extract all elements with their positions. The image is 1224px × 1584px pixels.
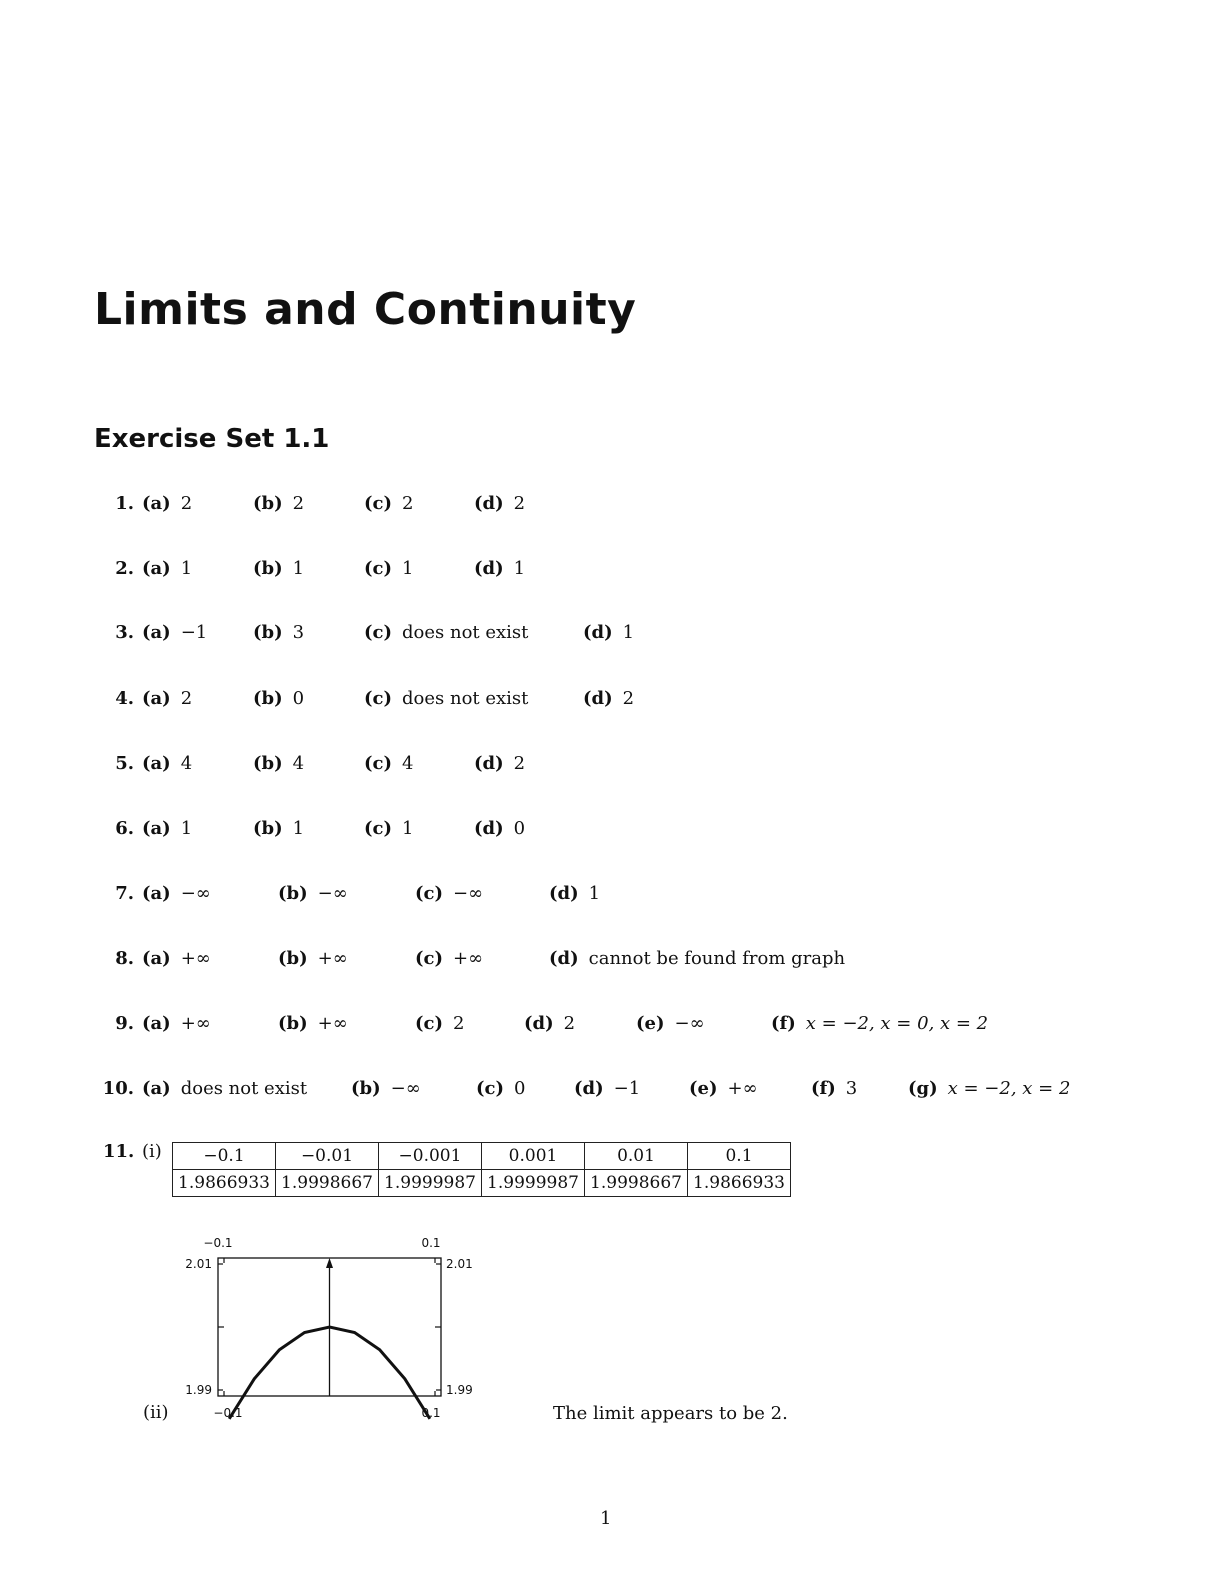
- tick-label-y-top-left: 2.01: [185, 1257, 212, 1271]
- part-answer: 1: [292, 558, 305, 579]
- part-answer: 1: [402, 818, 414, 839]
- exercise-part: [278, 1012, 348, 1036]
- exercise-row: [0, 557, 1224, 581]
- exercise-number: 10.: [102, 1078, 134, 1099]
- exercise-part: [574, 1077, 640, 1101]
- part-label: (g): [908, 1078, 938, 1099]
- part-label: (a): [142, 688, 171, 709]
- part-answer: 1: [180, 818, 193, 839]
- y-axis-arrow-icon: [326, 1258, 333, 1268]
- part-label: (f): [811, 1078, 836, 1099]
- exercise-row: [0, 492, 1224, 516]
- part-label: (b): [278, 1013, 308, 1034]
- part-answer: −∞: [674, 1013, 705, 1034]
- section-title: Exercise Set 1.1: [94, 424, 330, 454]
- part-label: (b): [253, 558, 283, 579]
- exercise-part: [549, 947, 845, 971]
- exercise-part: [474, 817, 525, 841]
- exercise-part: [253, 687, 304, 711]
- table-row-x: [173, 1143, 791, 1170]
- part-answer: −∞: [180, 883, 211, 904]
- part-answer: 3: [292, 622, 305, 643]
- table-cell-fx: 1.9998667: [276, 1170, 379, 1197]
- part-label: (c): [364, 818, 392, 839]
- exercise-row: [0, 687, 1224, 711]
- part-label: (b): [278, 883, 308, 904]
- part-label: (c): [415, 883, 443, 904]
- exercise-part: [142, 752, 192, 776]
- exercise-part: [476, 1077, 525, 1101]
- page-number: 1: [600, 1508, 612, 1529]
- part-answer: 4: [402, 753, 414, 774]
- part-label: (d): [474, 558, 504, 579]
- part-label: (d): [583, 688, 613, 709]
- exercise-part: [253, 817, 304, 841]
- part-label: (a): [142, 1013, 171, 1034]
- conclusion-text: The limit appears to be 2.: [553, 1403, 788, 1424]
- exercise-part: [771, 1012, 988, 1036]
- table-cell-x: −0.1: [173, 1143, 276, 1170]
- part-answer: +∞: [727, 1078, 758, 1099]
- exercise-part: [474, 752, 525, 776]
- part-label: (c): [415, 1013, 443, 1034]
- part-answer: 1: [588, 883, 601, 904]
- part-label: (b): [253, 688, 283, 709]
- part-label: (d): [474, 493, 504, 514]
- exercise-part: [351, 1077, 421, 1101]
- part-label: (a): [142, 948, 171, 969]
- table-cell-fx: 1.9999987: [379, 1170, 482, 1197]
- exercise-part: [142, 1012, 211, 1036]
- part-answer: 2: [563, 1013, 576, 1034]
- part-label: (a): [142, 622, 171, 643]
- part-label: (d): [524, 1013, 554, 1034]
- exercise-part: [689, 1077, 758, 1101]
- part-answer: −∞: [390, 1078, 421, 1099]
- part-label: (a): [142, 1078, 171, 1099]
- part-label: (c): [364, 622, 392, 643]
- exercise-row: [0, 1012, 1224, 1036]
- exercise-row: [0, 817, 1224, 841]
- exercise-part: [474, 557, 525, 581]
- table-cell-x: 0.01: [585, 1143, 688, 1170]
- part-answer: 2: [453, 1013, 465, 1034]
- exercise-part: [142, 492, 192, 516]
- part-label: (a): [142, 558, 171, 579]
- part-answer: x = −2, x = 0, x = 2: [805, 1013, 989, 1034]
- part-answer: −∞: [453, 883, 484, 904]
- table-cell-x: 0.001: [482, 1143, 585, 1170]
- exercise-part: [278, 947, 348, 971]
- part-label: (a): [142, 818, 171, 839]
- part-answer: 4: [180, 753, 193, 774]
- exercise-part: [253, 557, 304, 581]
- part-answer: +∞: [180, 948, 211, 969]
- part-label: (a): [142, 753, 171, 774]
- part-answer: −∞: [317, 883, 348, 904]
- exercise-part-label: (ii): [143, 1402, 169, 1423]
- part-label: (d): [583, 622, 613, 643]
- exercise-part: [142, 621, 207, 645]
- part-label: (d): [574, 1078, 604, 1099]
- limit-graph: [170, 1230, 490, 1420]
- part-label: (b): [253, 753, 283, 774]
- exercise-number: 5.: [115, 753, 134, 774]
- part-label: (b): [278, 948, 308, 969]
- part-label: (b): [351, 1078, 381, 1099]
- exercise-number: 3.: [115, 622, 134, 643]
- part-answer: 2: [513, 753, 526, 774]
- part-answer: +∞: [317, 1013, 348, 1034]
- exercise-part: [253, 752, 304, 776]
- exercise-number: 2.: [115, 558, 134, 579]
- exercise-row: [0, 1077, 1224, 1101]
- exercise-part: [142, 687, 192, 711]
- exercise-row: [0, 752, 1224, 776]
- part-answer: −1: [613, 1078, 641, 1099]
- part-label: (e): [689, 1078, 718, 1099]
- part-answer: does not exist: [180, 1078, 308, 1099]
- part-answer: +∞: [317, 948, 348, 969]
- part-label: (c): [476, 1078, 504, 1099]
- part-answer: 2: [180, 688, 193, 709]
- exercise-number: 11.: [103, 1141, 135, 1162]
- tick-label-x-right-bottom: 0.1: [421, 1406, 441, 1420]
- part-answer: 1: [622, 622, 635, 643]
- exercise-row: [0, 947, 1224, 971]
- tick-label-y-top-right: 2.01: [446, 1257, 473, 1271]
- exercise-part: [415, 882, 483, 906]
- part-label: (d): [474, 818, 504, 839]
- part-label: (b): [253, 818, 283, 839]
- table-cell-fx: 1.9866933: [173, 1170, 276, 1197]
- exercise-part: [142, 1077, 307, 1101]
- part-answer: 0: [513, 818, 526, 839]
- table-cell-fx: 1.9999987: [482, 1170, 585, 1197]
- table-cell-x: −0.01: [276, 1143, 379, 1170]
- exercise-part: [364, 492, 413, 516]
- exercise-number: 8.: [115, 948, 134, 969]
- tick-label-x-right-top: 0.1: [421, 1236, 441, 1250]
- table-cell-fx: 1.9998667: [585, 1170, 688, 1197]
- tick-label-x-left-bottom: −0.1: [213, 1406, 243, 1420]
- exercise-row: [0, 882, 1224, 906]
- part-answer: +∞: [180, 1013, 211, 1034]
- exercise-part: [415, 947, 483, 971]
- exercise-part: [364, 752, 413, 776]
- table-row-fx: [173, 1170, 791, 1197]
- part-answer: 1: [292, 818, 305, 839]
- part-label: (c): [364, 558, 392, 579]
- part-answer: 0: [514, 1078, 526, 1099]
- part-label: (a): [142, 493, 171, 514]
- part-label: (c): [364, 753, 392, 774]
- exercise-part: [524, 1012, 575, 1036]
- exercise-part: [142, 947, 211, 971]
- part-label: (b): [253, 493, 283, 514]
- values-table: [172, 1142, 791, 1197]
- tick-label-x-left-top: −0.1: [203, 1236, 233, 1250]
- part-label: (f): [771, 1013, 796, 1034]
- part-answer: 3: [845, 1078, 858, 1099]
- part-label: (d): [474, 753, 504, 774]
- part-label: (b): [253, 622, 283, 643]
- exercise-part: [142, 882, 211, 906]
- exercise-part: [583, 687, 634, 711]
- part-answer: 2: [180, 493, 193, 514]
- exercise-part: [549, 882, 600, 906]
- exercise-number: 9.: [115, 1013, 134, 1034]
- part-answer: cannot be found from graph: [588, 948, 846, 969]
- exercise-part: [278, 882, 348, 906]
- part-label: (a): [142, 883, 171, 904]
- exercise-row: [0, 621, 1224, 645]
- part-answer: 2: [402, 493, 414, 514]
- part-answer: 2: [513, 493, 526, 514]
- exercise-number: 1.: [115, 493, 134, 514]
- part-label: (c): [364, 493, 392, 514]
- chapter-title: Limits and Continuity: [94, 284, 637, 335]
- exercise-part: [415, 1012, 464, 1036]
- part-label: (d): [549, 883, 579, 904]
- part-answer: does not exist: [402, 688, 529, 709]
- table-cell-x: 0.1: [688, 1143, 791, 1170]
- exercise-part: [364, 687, 528, 711]
- part-answer: 4: [292, 753, 305, 774]
- exercise-number: 6.: [115, 818, 134, 839]
- part-label: (d): [549, 948, 579, 969]
- exercise-number: 4.: [115, 688, 134, 709]
- tick-label-y-bottom-left: 1.99: [185, 1383, 212, 1397]
- part-label: (e): [636, 1013, 665, 1034]
- part-answer: x = −2, x = 2: [947, 1078, 1071, 1099]
- exercise-part: [811, 1077, 857, 1101]
- part-label: (c): [364, 688, 392, 709]
- table-cell-fx: 1.9866933: [688, 1170, 791, 1197]
- table-cell-x: −0.001: [379, 1143, 482, 1170]
- part-answer: +∞: [453, 948, 484, 969]
- exercise-part: [908, 1077, 1070, 1101]
- exercise-part: [142, 817, 192, 841]
- exercise-part: [474, 492, 525, 516]
- part-answer: 2: [292, 493, 305, 514]
- part-answer: 2: [622, 688, 635, 709]
- exercise-part: [364, 817, 413, 841]
- part-answer: 0: [292, 688, 305, 709]
- exercise-part: [636, 1012, 705, 1036]
- part-answer: 1: [513, 558, 526, 579]
- exercise-part: [364, 621, 528, 645]
- part-answer: −1: [180, 622, 208, 643]
- exercise-part-label: (i): [142, 1141, 162, 1162]
- exercise-part: [583, 621, 634, 645]
- exercise-number: 7.: [115, 883, 134, 904]
- part-answer: does not exist: [402, 622, 529, 643]
- exercise-part: [364, 557, 413, 581]
- exercise-part: [253, 492, 304, 516]
- exercise-part: [253, 621, 304, 645]
- part-label: (c): [415, 948, 443, 969]
- part-answer: 1: [402, 558, 414, 579]
- exercise-part: [142, 557, 192, 581]
- tick-label-y-bottom-right: 1.99: [446, 1383, 473, 1397]
- part-answer: 1: [180, 558, 193, 579]
